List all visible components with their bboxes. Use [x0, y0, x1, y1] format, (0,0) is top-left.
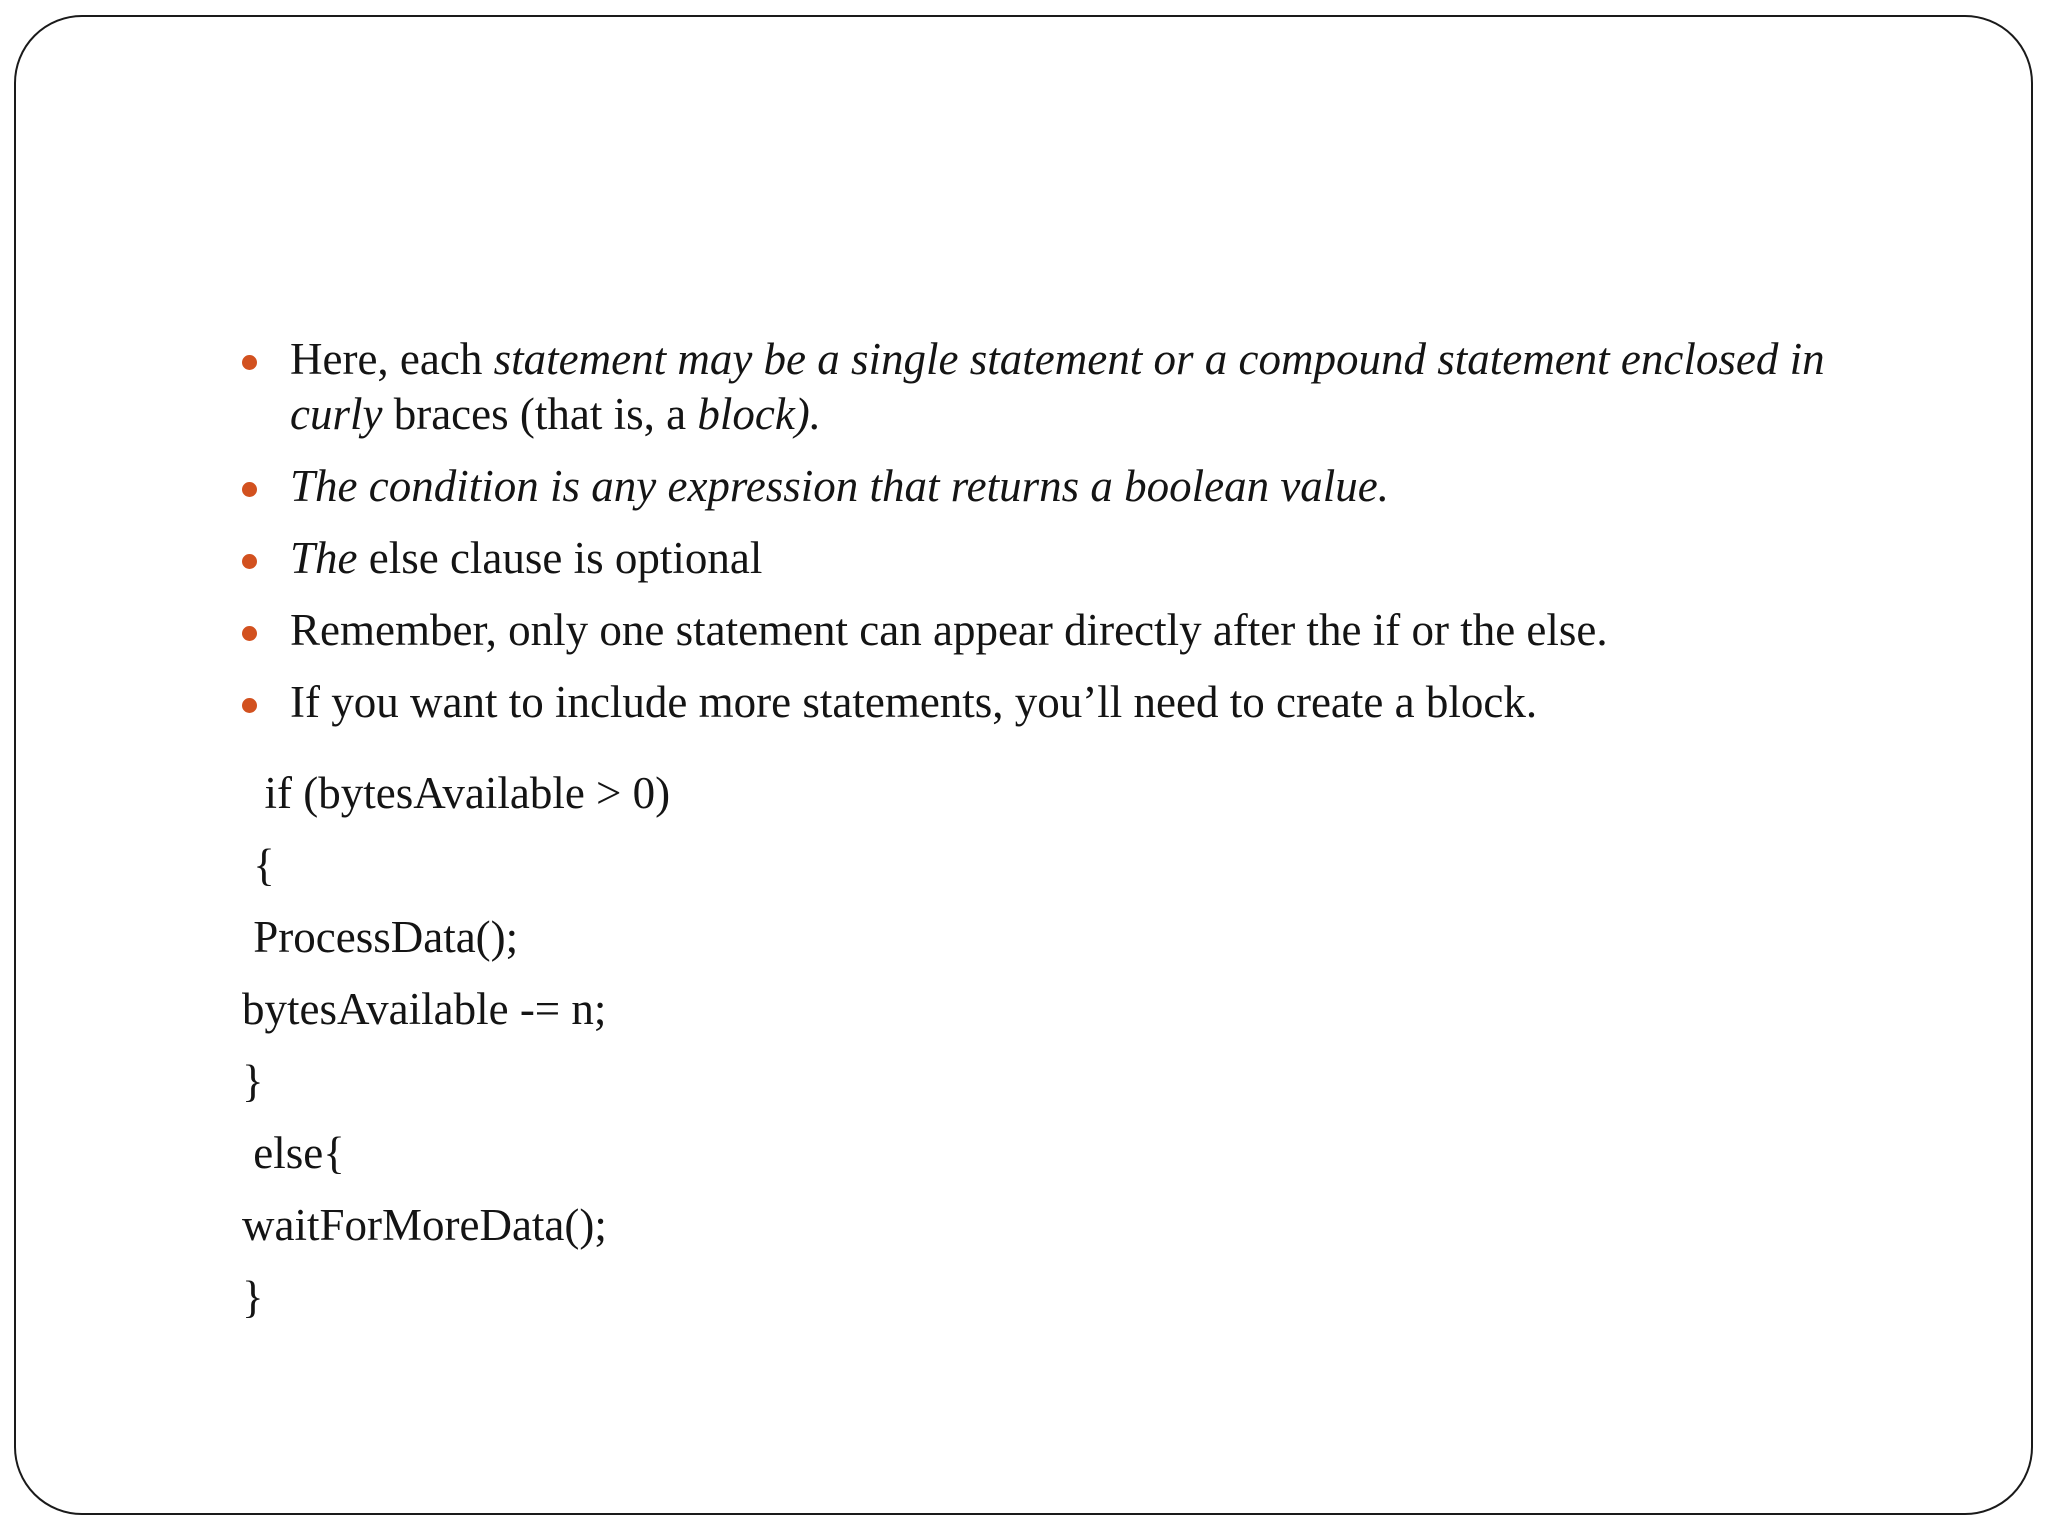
bullet-text-segment: braces (that is, a	[382, 389, 698, 439]
bullet-text-segment: Here, each	[290, 334, 494, 384]
slide-frame	[14, 15, 2033, 1515]
bullet-item	[229, 332, 1909, 442]
bullet-dot-icon	[242, 482, 257, 497]
code-line: waitForMoreData();	[242, 1200, 607, 1250]
code-line: bytesAvailable -= n;	[242, 984, 607, 1034]
bullet-item	[229, 459, 1909, 514]
slide-content	[16, 17, 2031, 1513]
code-example	[242, 757, 670, 1333]
bullet-dot-icon	[242, 554, 257, 569]
bullet-item	[229, 603, 1909, 658]
bullet-text-segment: If you want to include more statements, you’ll need to create a block.	[290, 677, 1538, 727]
bullet-text-segment: Remember, only one statement can appear directly after the if or the else.	[290, 605, 1608, 655]
code-line: }	[242, 1272, 264, 1322]
code-line: ProcessData();	[242, 912, 519, 962]
code-line: }	[242, 1056, 264, 1106]
bullet-list	[229, 332, 1909, 747]
bullet-text-segment: The	[290, 533, 358, 583]
bullet-text-segment: block).	[697, 389, 822, 439]
bullet-text-segment: else clause is optional	[357, 533, 763, 583]
code-line: {	[242, 840, 275, 890]
bullet-dot-icon	[242, 698, 257, 713]
bullet-item	[229, 531, 1909, 586]
bullet-text-segment: The condition is any expression that returns a boolean value.	[290, 461, 1390, 511]
bullet-text-segment: statement may be a single statement or a compound statement enclosed in curly	[290, 334, 1825, 439]
bullet-dot-icon	[242, 355, 257, 370]
code-line: if (bytesAvailable > 0)	[242, 768, 671, 818]
bullet-dot-icon	[242, 626, 257, 641]
bullet-item	[229, 675, 1909, 730]
code-line: else{	[242, 1128, 345, 1178]
